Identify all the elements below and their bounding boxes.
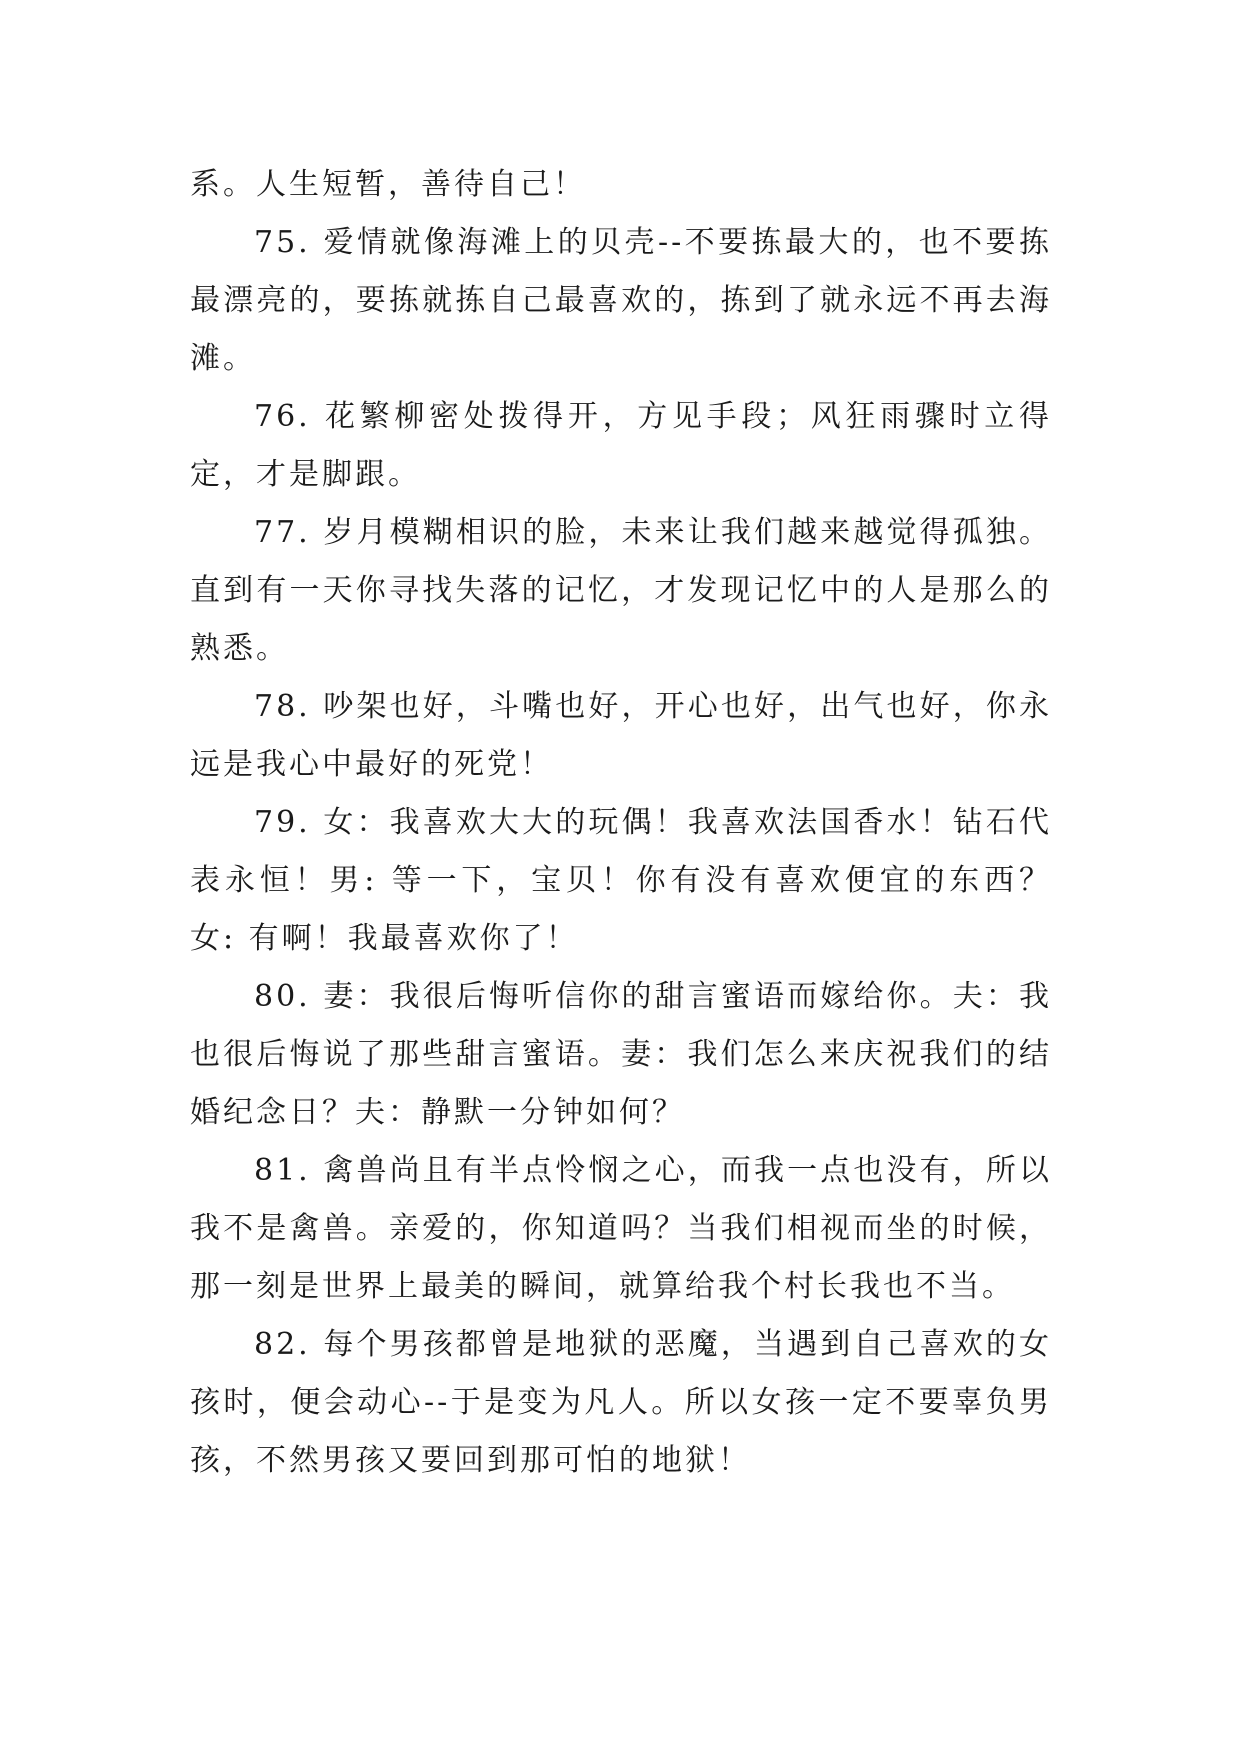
paragraph-continuation: 系。人生短暂，善待自己！ [190,167,586,202]
paragraph-82: 82. 每个男孩都曾是地狱的恶魔，当遇到自己喜欢的女孩时，便会动心--于是变为凡人。所以女孩一定不要辜负男孩，不然男孩又要回到那可怕的地狱！ [190,1327,1052,1478]
paragraph-77: 77. 岁月模糊相识的脸，未来让我们越来越觉得孤独。直到有一天你寻找失落的记忆，才发现记忆中的人是那么的熟悉。 [190,515,1052,666]
paragraph-81: 81. 禽兽尚且有半点怜悯之心，而我一点也没有，所以我不是禽兽。亲爱的，你知道吗？当我们相视而坐的时候，那一刻是世界上最美的瞬间，就算给我个村长我也不当。 [190,1153,1052,1304]
paragraph-78: 78. 吵架也好，斗嘴也好，开心也好，出气也好，你永远是我心中最好的死党！ [190,689,1052,782]
paragraph-75: 75. 爱情就像海滩上的贝壳--不要拣最大的，也不要拣最漂亮的，要拣就拣自己最喜欢的，拣到了就永远不再去海滩。 [190,225,1052,376]
paragraph-76: 76. 花繁柳密处拨得开，方见手段；风狂雨骤时立得定，才是脚跟。 [190,399,1052,492]
paragraph-79: 79. 女：我喜欢大大的玩偶！我喜欢法国香水！钻石代表永恒！男: 等一下，宝贝！你有没有喜欢便宜的东西？女: 有啊！我最喜欢你了！ [190,805,1052,956]
paragraph-80: 80. 妻：我很后悔听信你的甜言蜜语而嫁给你。夫：我也很后悔说了那些甜言蜜语。妻：我们怎么来庆祝我们的结婚纪念日？夫：静默一分钟如何？ [190,979,1052,1130]
document-body [190,156,1052,1490]
